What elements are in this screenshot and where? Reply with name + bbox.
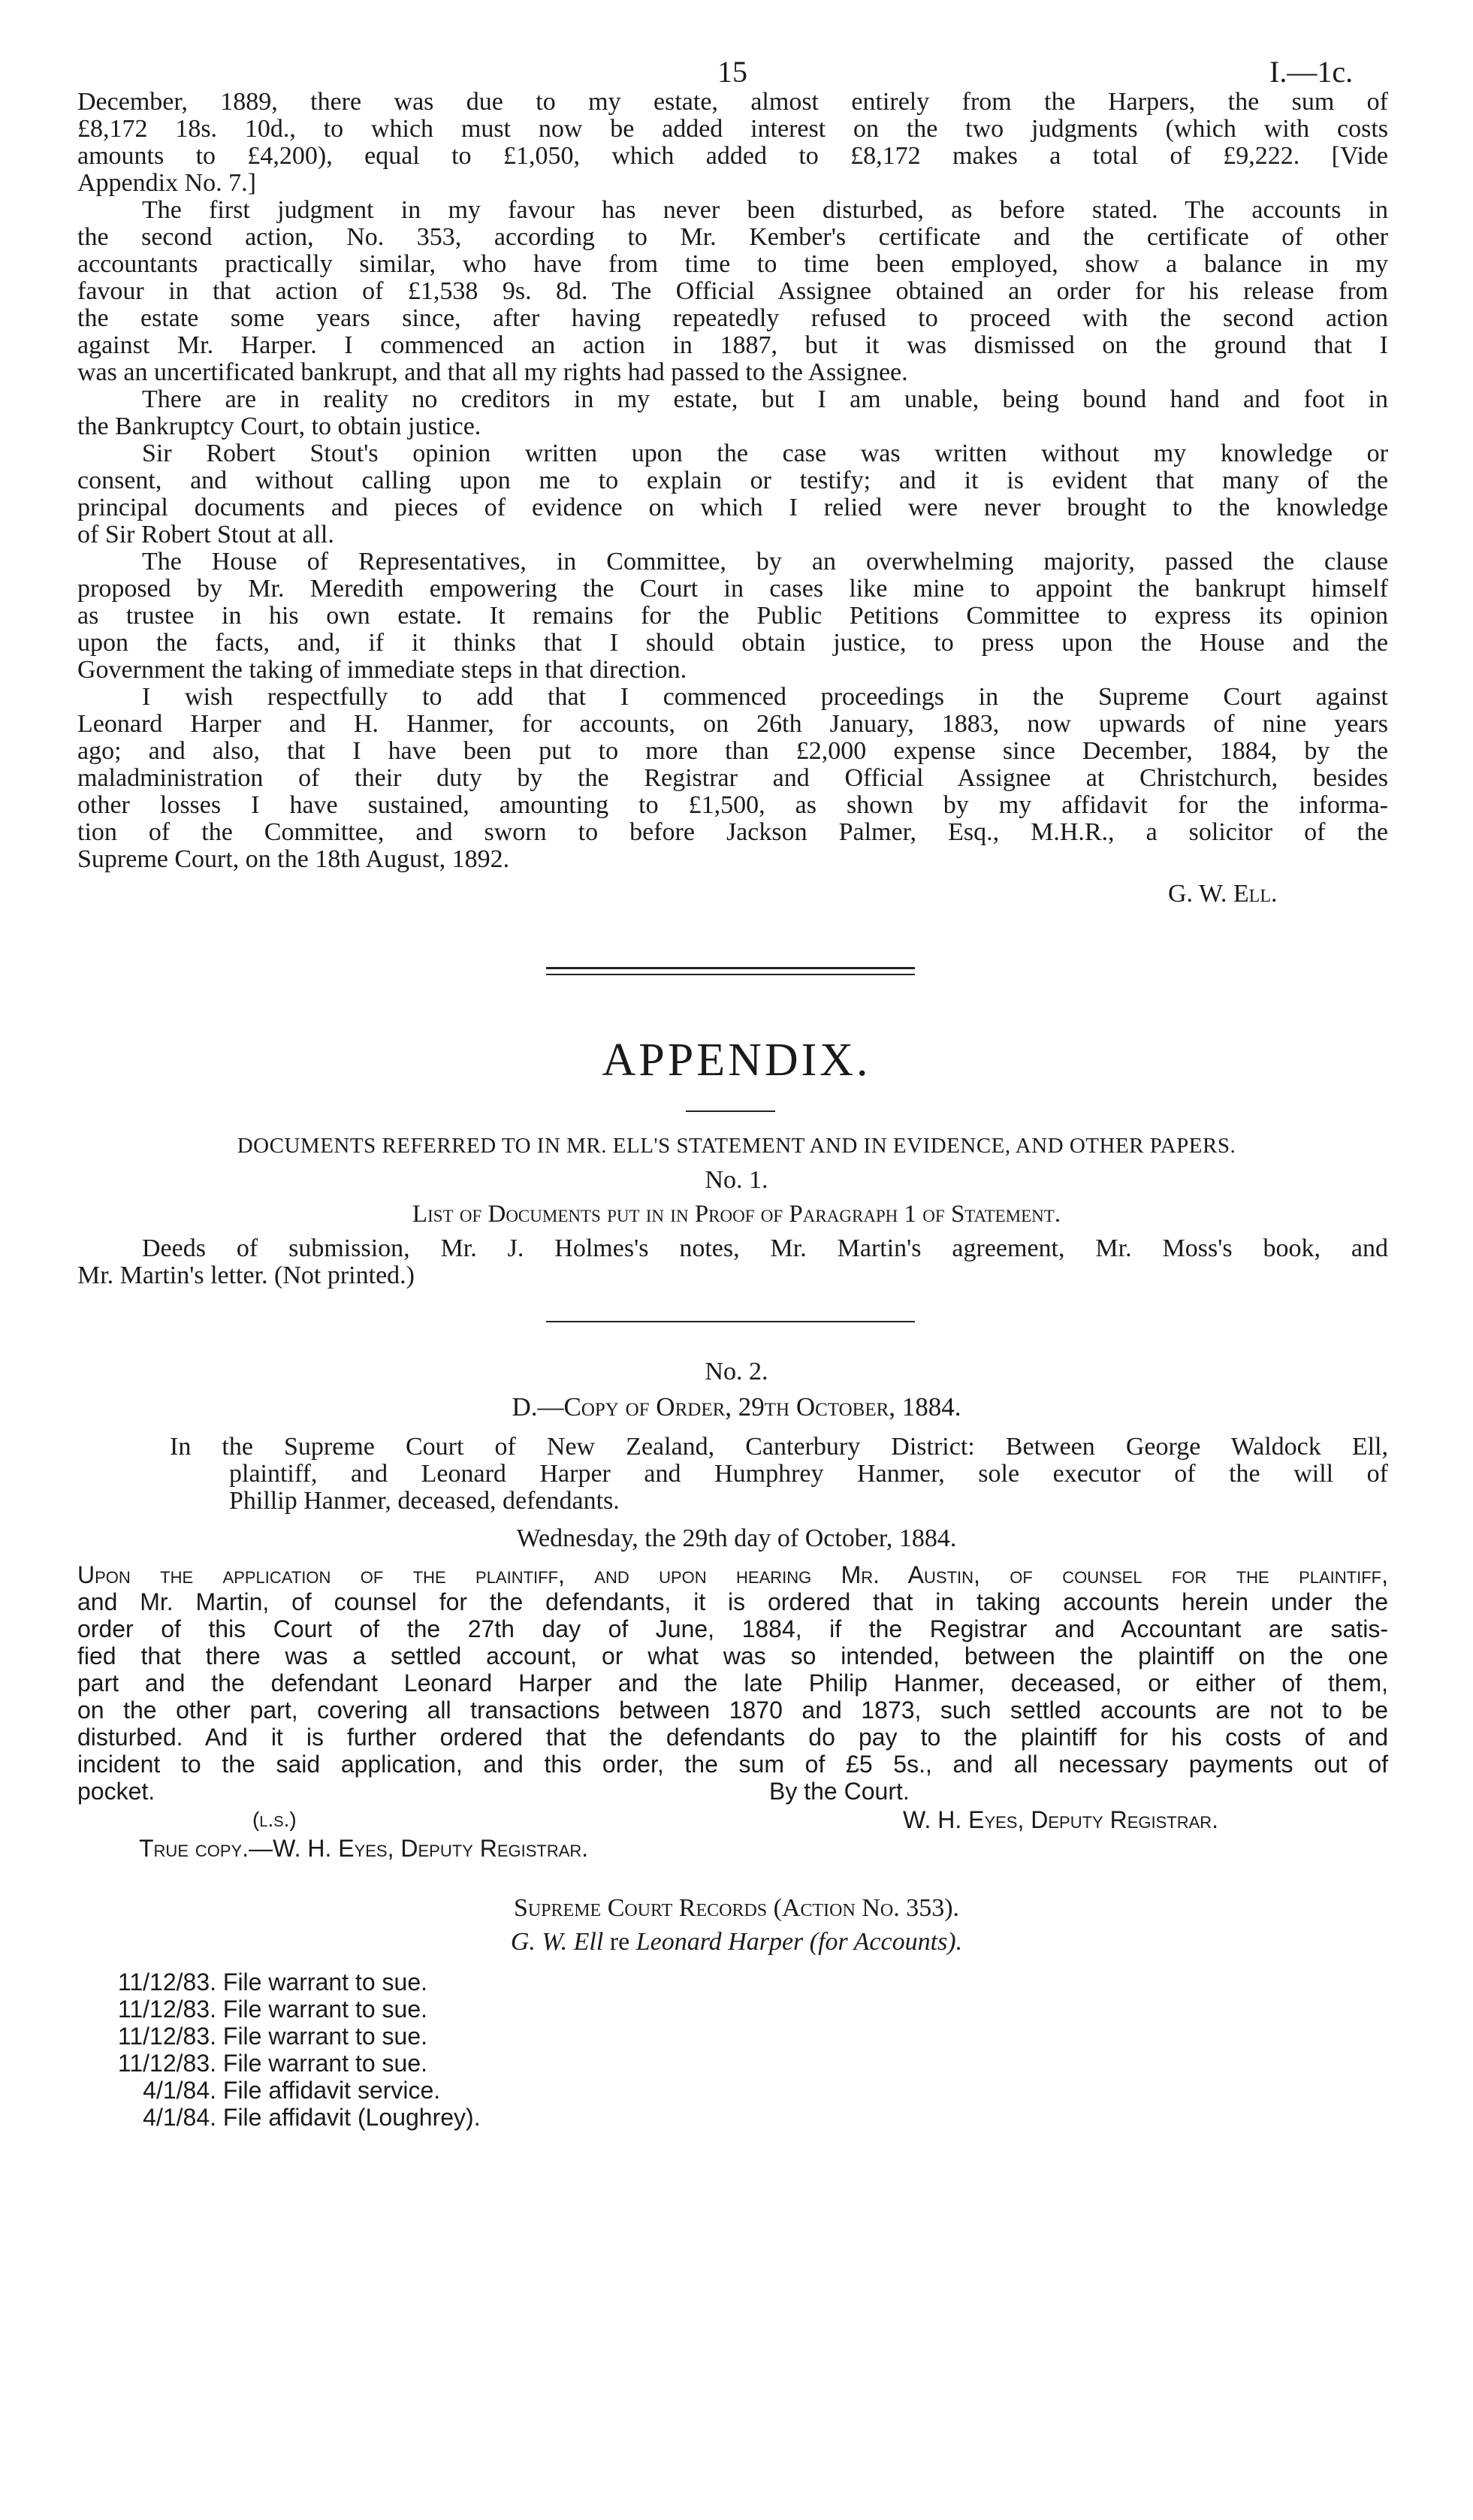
record-entry <box>74 1969 427 1996</box>
statement-line: was an uncertificated bankrupt, and that all my rights had passed to the Assignee. <box>77 358 908 386</box>
section-divider <box>546 967 915 969</box>
record-text: File affidavit service. <box>222 2077 441 2104</box>
statement-line: consent, and without calling upon me to explain or testify; and it is evident that many of the <box>77 467 1388 494</box>
seal-ls: (l.s.) <box>252 1808 297 1831</box>
order-line: order of this Court of the 27th day of June, 1884, if the Registrar and Accountant are satis- <box>77 1615 1388 1642</box>
statement-line: the second action, No. 353, according to Mr. Kember's certificate and the certificate of other <box>77 223 1388 251</box>
statement-line: principal documents and pieces of evidence on which I relied were never brought to the knowledge <box>77 494 1388 521</box>
record-entry <box>74 2050 427 2077</box>
statement-line: There are in reality no creditors in my estate, but I am unable, being bound hand and foot in <box>142 385 1388 413</box>
statement-line: the Bankruptcy Court, to obtain justice. <box>77 412 481 440</box>
order-line: disturbed. And it is further ordered that the defendants do pay to the plaintiff for his costs of and <box>77 1724 1388 1751</box>
no1-number: No. 1. <box>705 1166 768 1194</box>
statement-line: December, 1889, there was due to my estate, almost entirely from the Harpers, the sum of <box>77 88 1388 116</box>
no2-heading: D.—Copy of Order, 29th October, 1884. <box>512 1392 961 1422</box>
page-number: 15 <box>717 55 747 89</box>
statement-line: tion of the Committee, and sworn to before Jackson Palmer, Esq., M.H.R., a solicitor of the <box>77 818 1388 846</box>
statement-line: The first judgment in my favour has never been disturbed, as before stated. The accounts in <box>142 196 1388 224</box>
document-code: I.—1c. <box>1269 55 1354 89</box>
no1-heading: List of Documents put in in Proof of Paragraph 1 of Statement. <box>412 1201 1061 1228</box>
court-line: Phillip Hanmer, deceased, defendants. <box>229 1487 620 1515</box>
order-line: part and the defendant Leonard Harper and the late Philip Hanmer, deceased, or either of them, <box>77 1669 1388 1697</box>
statement-line: of Sir Robert Stout at all. <box>77 521 334 548</box>
statement-line: other losses I have sustained, amounting to £1,500, as shown by my affidavit for the informa- <box>77 791 1388 819</box>
order-line: on the other part, covering all transactions between 1870 and 1873, such settled accounts are not to be <box>77 1697 1388 1724</box>
statement-line: against Mr. Harper. I commenced an action in 1887, but it was dismissed on the ground that I <box>77 331 1388 359</box>
record-text: File warrant to sue. <box>222 2023 427 2050</box>
records-subheading <box>0 1929 1473 1956</box>
statement-line: ago; and also, that I have been put to more than £2,000 expense since December, 1884, by the <box>77 737 1388 765</box>
no2-number: No. 2. <box>705 1358 768 1385</box>
order-line: incident to the said application, and this order, the sum of £5 5s., and all necessary payments out of <box>77 1751 1388 1778</box>
signature: G. W. Ell. <box>1168 880 1278 908</box>
record-text: File warrant to sue. <box>222 1969 427 1996</box>
record-date: 11/12/83. <box>117 1969 216 1996</box>
order-line: pocket. <box>77 1778 155 1805</box>
record-entry <box>74 1996 427 2023</box>
court-line: plaintiff, and Leonard Harper and Humphrey Hanmer, sole executor of the will of <box>229 1460 1388 1488</box>
records-heading: Supreme Court Records (Action No. 353). <box>513 1894 960 1922</box>
statement-line: Sir Robert Stout's opinion written upon the case was written without my knowledge or <box>142 440 1388 467</box>
statement-line: favour in that action of £1,538 9s. 8d. The Official Assignee obtained an order for his release from <box>77 277 1388 305</box>
statement-line: as trustee in his own estate. It remains for the Public Petitions Committee to express its opinion <box>77 602 1388 630</box>
by-the-court: By the Court. <box>769 1778 910 1805</box>
order-line: fied that there was a settled account, or what was so intended, between the plaintiff on the one <box>77 1642 1388 1669</box>
statement-line: upon the facts, and, if it thinks that I should obtain justice, to press upon the House and the <box>77 629 1388 657</box>
statement-line: amounts to £4,200), equal to £1,050, which added to £8,172 makes a total of £9,222. [Vide <box>77 142 1388 170</box>
true-copy: True copy.—W. H. Eyes, Deputy Registrar. <box>139 1835 589 1862</box>
statement-line: the estate some years since, after having repeatedly refused to proceed with the second action <box>77 304 1388 332</box>
statement-line: Leonard Harper and H. Hanmer, for accounts, on 26th January, 1883, now upwards of nine years <box>77 710 1388 738</box>
record-date: 4/1/84. <box>143 2104 216 2131</box>
order-line: Upon the application of the plaintiff, and upon hearing Mr. Austin, of counsel for the plaintiff, <box>77 1561 1388 1588</box>
record-date: 4/1/84. <box>143 2077 216 2104</box>
order-date-line: Wednesday, the 29th day of October, 1884. <box>516 1524 957 1552</box>
registrar-signature: W. H. Eyes, Deputy Registrar. <box>903 1806 1219 1833</box>
record-text: File warrant to sue. <box>222 1996 427 2023</box>
no1-line: Mr. Martin's letter. (Not printed.) <box>77 1262 415 1289</box>
statement-line: proposed by Mr. Meredith empowering the Court in cases like mine to appoint the bankrupt himself <box>77 575 1388 603</box>
record-entry <box>74 2023 427 2050</box>
records-subheading-rest: Leonard Harper (for Accounts). <box>635 1928 963 1956</box>
court-line: In the Supreme Court of New Zealand, Canterbury District: Between George Waldock Ell, <box>170 1433 1388 1461</box>
statement-line: Appendix No. 7.] <box>77 169 256 197</box>
statement-line: The House of Representatives, in Committee, by an overwhelming majority, passed the clause <box>142 548 1388 576</box>
record-entry <box>74 2077 440 2104</box>
statement-line: maladministration of their duty by the Registrar and Official Assignee at Christchurch, besides <box>77 764 1388 792</box>
record-text: File warrant to sue. <box>222 2050 427 2077</box>
records-subheading-re: re <box>609 1928 630 1956</box>
record-text: File affidavit (Loughrey). <box>222 2104 481 2131</box>
record-entry <box>74 2104 481 2131</box>
statement-line: Government the taking of immediate steps in that direction. <box>77 656 687 684</box>
appendix-subtitle: DOCUMENTS REFERRED TO IN MR. ELL'S STATEMENT AND IN EVIDENCE, AND OTHER PAPERS. <box>237 1134 1236 1158</box>
statement-line: £8,172 18s. 10d., to which must now be added interest on the two judgments (which with costs <box>77 115 1388 143</box>
records-subheading-name: G. W. Ell <box>510 1928 604 1956</box>
no1-line: Deeds of submission, Mr. J. Holmes's notes, Mr. Martin's agreement, Mr. Moss's book, and <box>142 1234 1388 1262</box>
record-date: 11/12/83. <box>117 2050 216 2077</box>
appendix-title: APPENDIX. <box>602 1035 871 1086</box>
statement-line: Supreme Court, on the 18th August, 1892. <box>77 845 510 873</box>
record-date: 11/12/83. <box>117 1996 216 2023</box>
section-divider <box>546 974 915 975</box>
record-date: 11/12/83. <box>117 2023 216 2050</box>
statement-line: I wish respectfully to add that I commenced proceedings in the Supreme Court against <box>142 683 1388 711</box>
statement-line: accountants practically similar, who have from time to time been employed, show a balance in my <box>77 250 1388 278</box>
title-underline <box>686 1110 775 1112</box>
section-divider <box>546 1321 915 1322</box>
order-line: and Mr. Martin, of counsel for the defendants, it is ordered that in taking accounts herein under the <box>77 1588 1388 1615</box>
